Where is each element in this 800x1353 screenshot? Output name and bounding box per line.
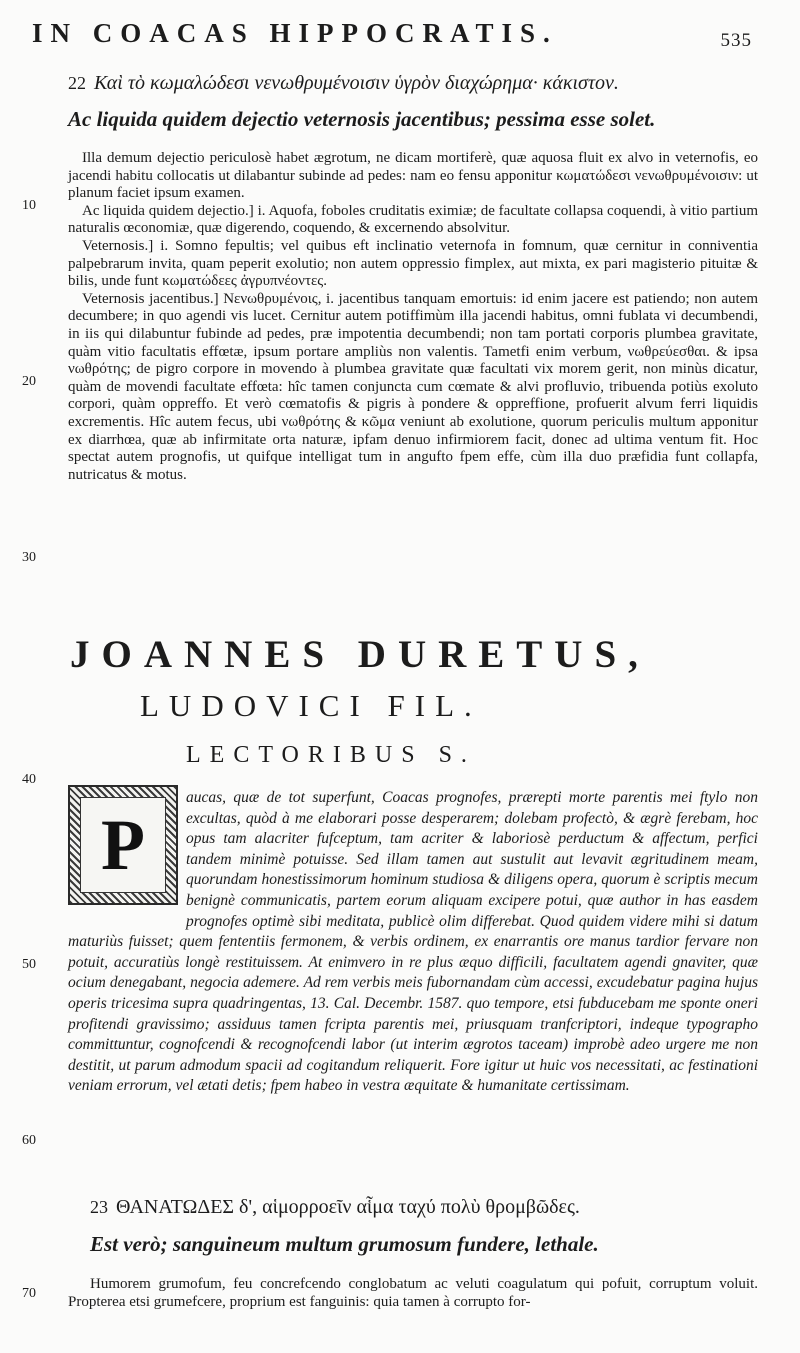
line-number: 20 xyxy=(22,374,36,389)
page-number: 535 xyxy=(720,30,752,51)
commentary-paragraph: Veternosis.] i. Somno fepultis; vel quibus eft inclinatio veternofa in fomnum, quæ cernitur in conniventia palpebrarum invita, quam peperit exolutio; non autem oppressio fimplex, aut mixta, ex pari magisterio pituitæ & bilis, unde funt κωματώδεες ἀγρυπνέοντες. xyxy=(68,237,758,290)
running-title: IN COACAS HIPPOCRATIS. xyxy=(32,18,558,48)
line-number: 50 xyxy=(22,957,36,972)
section-22-commentary xyxy=(68,150,758,484)
commentary-paragraph: Illa demum dejectio periculosè habet ægrotum, ne dicam mortiferè, quæ aquosa fluit ex alvo in veternofis, eo jacendi habitu collocatis ut dilabantur subinde ad pedes: nam eo fensu apponitur κωματώδεσι νενωθρυμένοισιν: ut planum faciet ipsum examen. xyxy=(68,150,758,202)
line-number: 40 xyxy=(22,772,36,787)
line-number: 70 xyxy=(22,1286,36,1301)
section-22-heading xyxy=(68,72,758,132)
greek-text: ΘΑΝΑΤΩΔΕΣ δ', αἱμορροεῖν αἷμα ταχύ πολὺ θρομβῶδες. xyxy=(116,1196,580,1218)
preface-body: aucas, quæ de tot superfunt, Coacas prognofes, prærepti morte parentis mei ftylo non excultas, quòd à me elaborari posse desperarem; dolebam profectò, & ægrè ferebam, hoc opus tam alacriter fufceptum, tam acriter & laboriosè perductum & affectum, perfici tandem minimè potuisse. Sed illam tamen aut sustulit aut levavit ægritudinem meam, quorundam honestissimorum hominum studiosa & diligens opera, quorum è scriptis mecum benignè communicatis, partem eorum aliquam excipere potui, quæ author in has easdem prognofes optimè sibi meditata, publicè olim differebat. Quod quidem videre mihi si datum maturiùs fuisset; quem fententiis fermonem, & verbis ordinem, ex enarrantis ore manus tardior fervare non potuit, accuratiùs longè restituissem. At enimvero in re plus æquo difficili, facultatem agendi gnaviter, quæ ocium denegabant, negocia ademere. Ad rem verbis meis fubornandam cùm accessi, excudebatur pagina hujus operis tricesima supra quadringentas, 13. Cal. Decembr. 1587. quo tempore, etsi fubducebam me sponte oneri profitendi gravissimo; assiduus tamen fcripta parentis mei, priusquam tranfcriptori, indeque typographo committuntur, cognofcendi & recognofcendi labor (ut interim ægrotos taceam) improbè adeo urgere me non destitit, ut parum admodum spacii ad cogitandum reliquerit. Fore igitur ut huic vos necessitati, ac festinationi veniam errorum, vel ætati detis; fpem habeo in vestra æquitate & humanitate certissimam. xyxy=(68,789,758,1095)
commentary-paragraph: Ac liquida quidem dejectio.] i. Aquofa, foboles cruditatis eximiæ; de facultate collapsa coquendi, à vitio partium naturalis œconomiæ, quæ digerendo, coquendo, & excernendo absolvitur. xyxy=(68,202,758,237)
preface-author: JOANNES DURETUS, xyxy=(70,633,650,676)
line-number: 60 xyxy=(22,1133,36,1148)
commentary-paragraph: Veternosis jacentibus.] Νενωθρυμένοις, i. jacentibus tanquam emortuis: id enim jacere est patiendo; non autem decumbere; in quo agendi vis lucet. Cernitur autem potiffimùm illa jacendi habitus, omni fublata vi decumbendi, in iis qui dilabuntur fubinde ad pedes, præ impotentia decumbendi; non tam portati corporis plumbea gravitate, quàm vitio facultatis effœtæ, ipsum portare ampliùs non valentis. Tametfi enim verbum, νωθρεύεσθαι. & ipsa νωθρότης; de pigro corpore in movendo à plumbea gravitate quæ facultati vix morem gerit, non minùs dicatur, quàm de movendi facultate effœta: hîc tamen conjuncta cum cœmate & alvi profluvio, tribuenda potiùs exoluto corpori, quàm oppreffo. Et verò cœmatofis & pigris à pondere & oppreffione, profuerit alvum ferri liquidis excrementis. Hîc autem fecus, ubi νωθρότης & κῶμα veniunt ab exolutione, quorum periculis multum apponitur ex diarrhœa, quæ ab infirmitate orta naturæ, ipfam denuo infirmiorem facit, donec ad ultima ventum fit. Hoc spectat autem prognofis, ut quifque intelligat tum in angufto fpem effe, cùm illa duo præfidia funt collapfa, nutricatus & motus. xyxy=(68,290,758,483)
aphorism-number: 23 xyxy=(90,1197,108,1217)
greek-aphorism xyxy=(68,72,758,95)
section-23-commentary xyxy=(68,1276,758,1311)
page-header xyxy=(0,14,800,58)
aphorism-number: 22 xyxy=(68,73,86,93)
ornamental-initial-inner xyxy=(80,797,166,893)
section-23-greek xyxy=(90,1196,580,1219)
line-number: 10 xyxy=(22,198,36,213)
greek-text: Καὶ τὸ κωμαλώδεσι νενωθρυμένοισιν ὑγρὸν διαχώρημα· κάκιστον. xyxy=(94,72,619,94)
preface-address: LECTORIBUS S. xyxy=(186,742,476,768)
preface-author-sub: LUDOVICI FIL. xyxy=(140,688,482,723)
ornamental-initial xyxy=(68,785,178,905)
commentary-paragraph: Humorem grumofum, feu concrefcendo conglobatum ac veluti coagulatum qui pofuit, corruptum voluit. Propterea etsi grumefcere, proprium est fanguinis: quia tamen à corrupto for- xyxy=(68,1276,758,1310)
line-number: 30 xyxy=(22,550,36,565)
section-23-latin: Est verò; sanguineum multum grumosum fundere, lethale. xyxy=(90,1232,599,1256)
latin-translation: Ac liquida quidem dejectio veternosis jacentibus; pessima esse solet. xyxy=(68,107,656,131)
drop-cap-letter: P xyxy=(101,805,145,885)
